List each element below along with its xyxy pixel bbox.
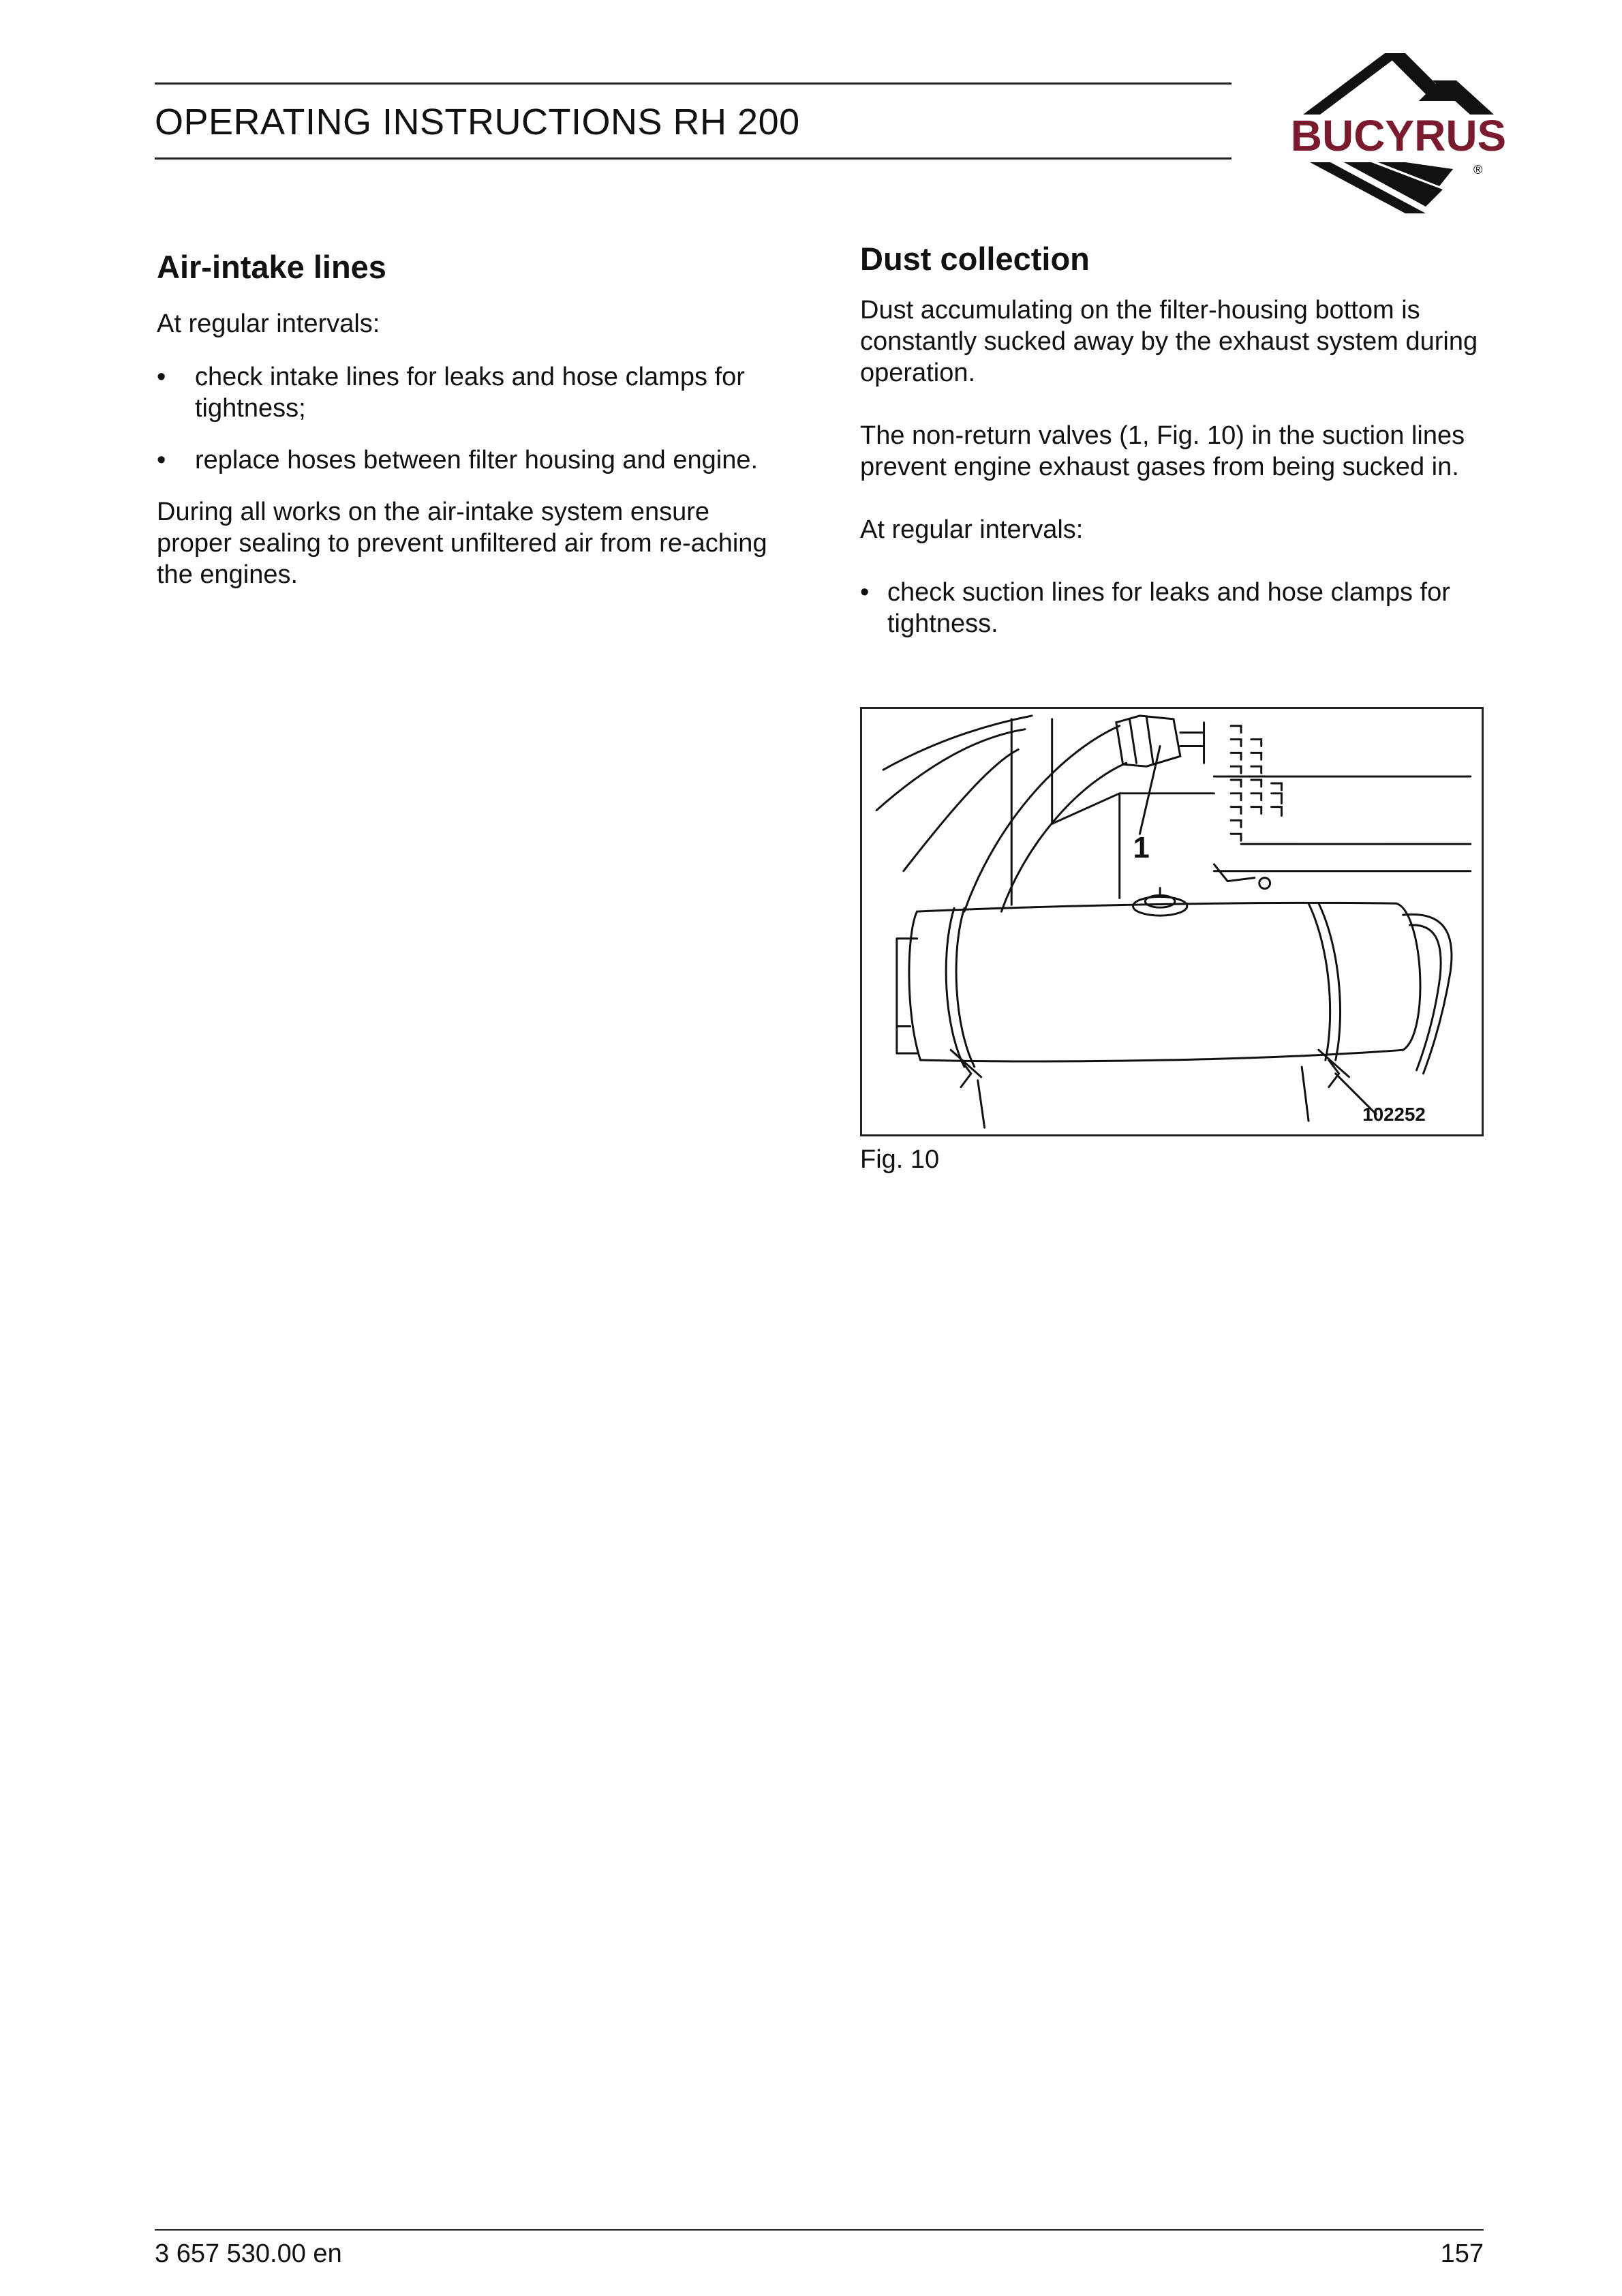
dust-collection-section <box>860 239 1487 639</box>
document-title: OPERATING INSTRUCTIONS RH 200 <box>155 102 800 142</box>
bullet-item <box>157 361 791 424</box>
bucyrus-logo <box>1269 53 1535 217</box>
section-heading: Dust collection <box>860 241 1090 277</box>
section-heading: Air-intake lines <box>157 249 386 285</box>
footer-rule <box>155 2229 1484 2231</box>
header-rule-bottom <box>155 157 1231 160</box>
bullet-text: check intake lines for leaks and hose clamps for tightness; <box>195 363 745 423</box>
bullet-icon: • <box>157 363 166 391</box>
air-intake-section <box>157 247 791 590</box>
callout-number: 1 <box>1133 831 1150 864</box>
figure-illustration <box>860 707 1484 1136</box>
paragraph: Dust accumulating on the filter-housing bottom is constantly sucked away by the exhaust system during operation. <box>860 296 1478 387</box>
page-number: 157 <box>1440 2239 1484 2268</box>
image-number: 102252 <box>1362 1104 1426 1126</box>
bullet-icon: • <box>860 578 870 607</box>
document-number: 3 657 530.00 en <box>155 2239 342 2268</box>
bullet-item <box>860 577 1487 639</box>
paragraph: The non-return valves (1, Fig. 10) in the suction lines prevent engine exhaust gases from being sucked in. <box>860 421 1465 481</box>
header-rule-top <box>155 82 1231 85</box>
bullet-icon: • <box>157 446 166 474</box>
registered-mark: ® <box>1473 163 1483 177</box>
intro-text: At regular intervals: <box>157 309 380 338</box>
bullet-text: replace hoses between filter housing and engine. <box>195 446 759 474</box>
bullet-text: check suction lines for leaks and hose clamps for tightness. <box>887 578 1450 638</box>
dust-collector-drawing <box>862 709 1482 1134</box>
bullet-item <box>157 444 791 476</box>
figure-caption: Fig. 10 <box>860 1145 940 1174</box>
note-text: During all works on the air-intake system ensure proper sealing to prevent unfiltered air from re-aching the engines. <box>157 498 767 589</box>
paragraph: At regular intervals: <box>860 515 1084 544</box>
logo-wordmark: BUCYRUS <box>1290 111 1507 160</box>
